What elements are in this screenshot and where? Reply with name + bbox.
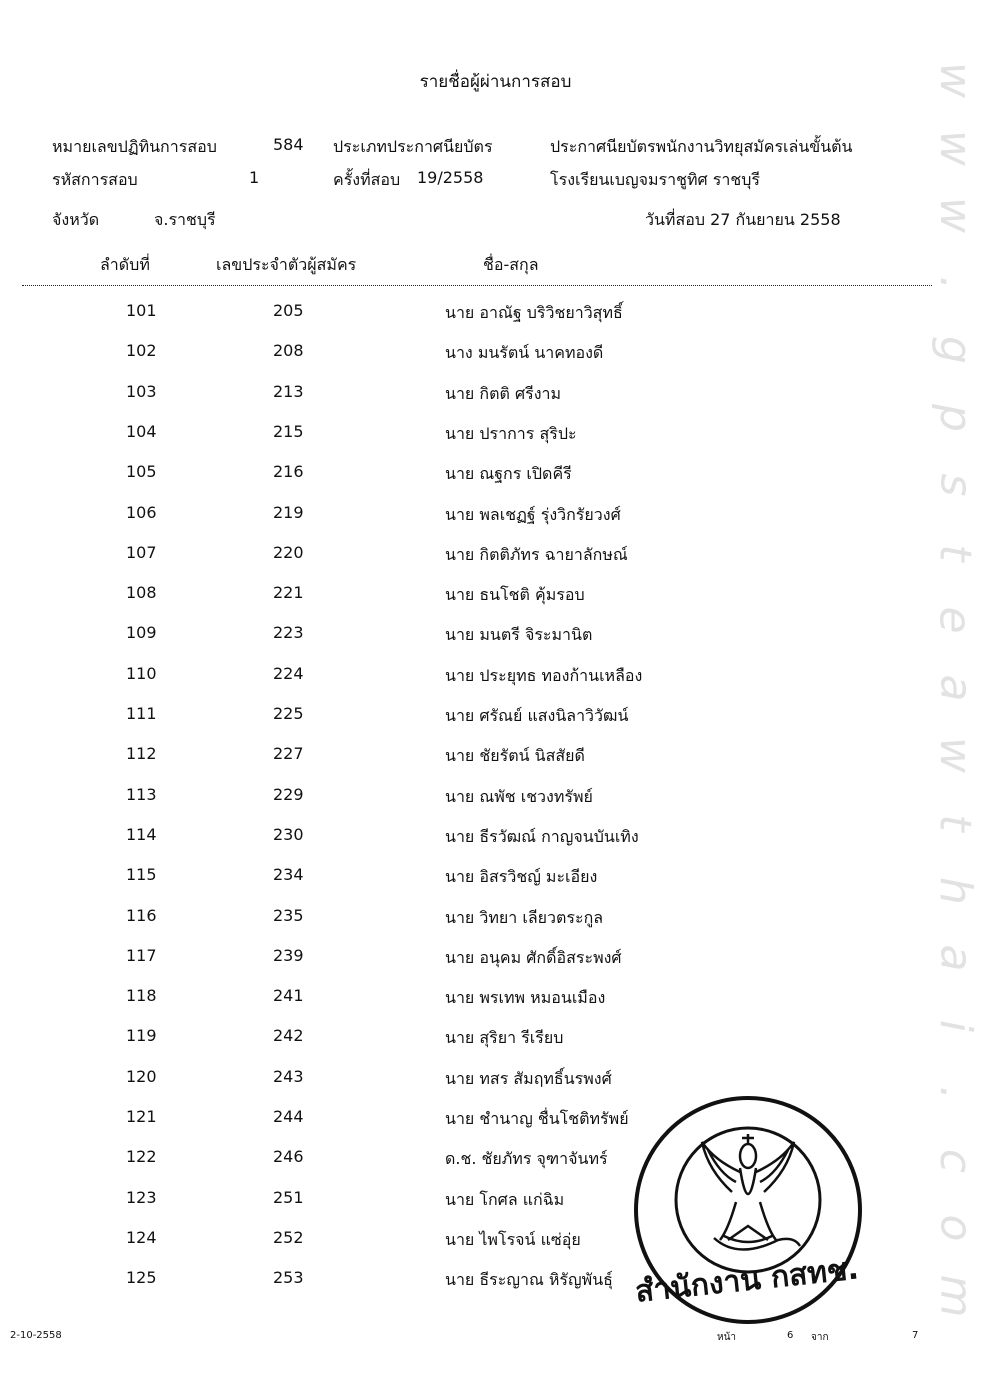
province-label: จังหวัด	[52, 210, 100, 229]
table-row	[0, 744, 991, 784]
applicant-name: นาย พลเชฏฐ์ รุ่งวิกรัยวงศ์	[445, 504, 621, 524]
row-number: 107	[126, 542, 157, 562]
row-number: 114	[126, 824, 157, 844]
row-number: 109	[126, 623, 157, 643]
applicant-id: 246	[273, 1147, 304, 1167]
exam-code-label: รหัสการสอบ	[52, 170, 138, 189]
footer-print-date: 2-10-2558	[10, 1330, 62, 1341]
applicant-id: 251	[273, 1187, 304, 1207]
seal-stamp	[628, 1090, 868, 1330]
footer-page-label: หน้า	[717, 1332, 737, 1343]
applicant-id: 208	[273, 341, 304, 361]
row-number: 103	[126, 381, 157, 401]
applicant-name: นาย ชัยรัตน์ นิสสัยดี	[445, 746, 585, 766]
applicant-name: ด.ช. ชัยภัทร จุฑาจันทร์	[445, 1149, 608, 1169]
row-number: 104	[126, 421, 157, 441]
row-number: 121	[126, 1107, 157, 1126]
exam-calendar-value: 584	[273, 135, 304, 154]
applicant-name: นาย กิตติ ศรีงาม	[445, 383, 562, 403]
row-number: 111	[126, 704, 157, 723]
table-row	[0, 503, 991, 543]
applicant-name: นาย อนุคม ศักดิ์อิสระพงศ์	[445, 947, 622, 967]
applicant-name: นาย ธีระญาณ หิรัญพันธุ์	[445, 1270, 613, 1290]
footer-total-pages: 7	[912, 1330, 919, 1341]
applicant-id: 224	[273, 663, 304, 683]
applicant-id: 235	[273, 905, 304, 925]
applicant-name: นาย วิทยา เลียวตระกูล	[445, 907, 604, 927]
row-number: 110	[126, 663, 157, 683]
watermark-char: t	[929, 814, 981, 832]
applicant-id: 220	[273, 542, 304, 562]
applicant-id: 205	[273, 301, 304, 320]
exam-code-value: 1	[249, 168, 260, 187]
applicant-id: 225	[273, 704, 304, 723]
table-row	[0, 382, 991, 422]
watermark-char: i	[929, 1019, 981, 1032]
watermark-char: m	[930, 1274, 981, 1318]
table-row	[0, 865, 991, 905]
applicant-id: 253	[273, 1268, 304, 1288]
applicant-id: 239	[273, 945, 304, 965]
watermark-char: t	[929, 544, 981, 562]
row-number: 123	[126, 1187, 157, 1207]
applicant-name: นาย ปราการ สุริปะ	[445, 423, 577, 443]
table-row	[0, 664, 991, 704]
applicant-id: 241	[273, 986, 304, 1006]
watermark-char: s	[930, 473, 981, 497]
applicant-name: นาย ชำนาญ ชื่นโชติทรัพย์	[445, 1109, 629, 1128]
table-row	[0, 825, 991, 865]
row-number: 108	[126, 583, 157, 603]
applicant-id: 215	[273, 421, 304, 441]
watermark-char: a	[930, 674, 981, 702]
applicant-name: นาย ณพัช เชวงทรัพย์	[445, 786, 593, 806]
exam-round-label: ครั้งที่สอบ	[333, 170, 401, 189]
applicant-name: นาย กิตติภัทร ฉายาลักษณ์	[445, 544, 628, 564]
applicant-id: 223	[273, 623, 304, 643]
exam-calendar-label: หมายเลขปฏิทินการสอบ	[52, 137, 217, 156]
footer-page-number: 6	[787, 1330, 794, 1341]
row-number: 117	[126, 945, 157, 965]
applicant-id: 216	[273, 462, 304, 482]
applicant-name: นาง มนรัตน์ นาคทองดี	[445, 343, 604, 363]
table-row	[0, 341, 991, 381]
row-number: 113	[126, 784, 157, 804]
row-number: 102	[126, 341, 157, 361]
table-row	[0, 422, 991, 462]
seal-text: สำนักงาน กสทช.	[633, 1251, 861, 1310]
watermark-char: .	[930, 1086, 981, 1101]
footer-of-label: จาก	[811, 1332, 829, 1343]
table-row	[0, 785, 991, 825]
exam-round-value: 19/2558	[417, 168, 484, 187]
row-number: 116	[126, 905, 157, 925]
applicant-name: นาย ไพโรจน์ แซ่อุ่ย	[445, 1229, 581, 1249]
applicant-name: นาย พรเทพ หมอนเมือง	[445, 988, 606, 1008]
exam-date: วันที่สอบ 27 กันยายน 2558	[645, 210, 841, 229]
applicant-name: นาย ธนโชติ คุ้มรอบ	[445, 585, 585, 605]
applicant-id: 221	[273, 583, 304, 603]
row-number: 125	[126, 1268, 157, 1288]
applicant-name: นาย ประยุทธ ทองก้านเหลือง	[445, 665, 643, 685]
watermark-char: g	[930, 336, 981, 365]
applicant-name: นาย มนตรี จิระมานิต	[445, 625, 593, 645]
cert-type-value: ประกาศนียบัตรพนักงานวิทยุสมัครเล่นขั้นต้น	[550, 137, 853, 156]
watermark-char: c	[929, 1148, 981, 1173]
column-header-applicant-id: เลขประจำตัวผู้สมัคร	[216, 255, 357, 274]
table-row	[0, 462, 991, 502]
applicant-name: นาย ณฐกร เปิดคีรี	[445, 464, 572, 484]
applicant-id: 244	[273, 1107, 304, 1126]
applicant-id: 243	[273, 1066, 304, 1086]
applicant-name: นาย ธีรวัฒณ์ กาญจนบันเทิง	[445, 826, 639, 846]
applicant-name: นาย อาณัฐ บริวิชยาวิสุทธิ์	[445, 303, 623, 322]
applicant-id: 227	[273, 744, 304, 764]
row-number: 112	[126, 744, 157, 764]
table-row	[0, 543, 991, 583]
applicant-name: นาย ทสร สัมฤทธิ์นรพงศ์	[445, 1068, 612, 1088]
applicant-name: นาย ศรัณย์ แสงนิลาวิวัฒน์	[445, 706, 629, 725]
page-title: รายชื่อผู้ผ่านการสอบ	[419, 72, 572, 92]
row-number: 119	[126, 1026, 157, 1046]
applicant-name: นาย อิสรวิชญ์ มะเอียง	[445, 867, 598, 887]
column-header-no: ลำดับที่	[100, 255, 150, 274]
table-row	[0, 301, 991, 341]
cert-type-label: ประเภทประกาศนียบัตร	[333, 137, 493, 156]
row-number: 106	[126, 502, 157, 522]
row-number: 122	[126, 1147, 157, 1167]
applicant-id: 242	[273, 1026, 304, 1046]
applicant-name: นาย โกศล แก่ฉิม	[445, 1189, 565, 1209]
row-number: 118	[126, 986, 157, 1006]
table-row	[0, 704, 991, 744]
watermark-char: o	[929, 1214, 981, 1242]
table-row	[0, 906, 991, 946]
table-row	[0, 1026, 991, 1066]
watermark-char: w	[930, 62, 981, 98]
applicant-id: 234	[273, 865, 304, 885]
watermark-char: e	[929, 606, 981, 634]
applicant-name: นาย สุริยา รีเรียบ	[445, 1028, 564, 1048]
watermark-char: h	[929, 876, 981, 905]
header-separator	[22, 285, 932, 286]
watermark-char: w	[930, 197, 981, 234]
garuda-emblem-icon	[702, 1134, 800, 1250]
watermark-char: w	[930, 737, 981, 774]
table-row	[0, 583, 991, 623]
row-number: 105	[126, 462, 157, 482]
table-row	[0, 986, 991, 1026]
row-number: 115	[126, 865, 157, 885]
applicant-id: 230	[273, 824, 304, 844]
column-header-name: ชื่อ-สกุล	[483, 255, 539, 274]
watermark-char: p	[930, 403, 981, 432]
watermark-char: .	[930, 275, 981, 290]
applicant-id: 252	[273, 1227, 304, 1247]
applicant-id: 229	[273, 784, 304, 804]
venue: โรงเรียนเบญจมราชูทิศ ราชบุรี	[550, 170, 760, 189]
watermark-char: w	[930, 129, 981, 166]
row-number: 120	[126, 1066, 157, 1086]
watermark-char: a	[930, 944, 981, 972]
table-row	[0, 946, 991, 986]
row-number: 124	[126, 1227, 157, 1247]
row-number: 101	[126, 301, 157, 320]
watermark	[929, 58, 981, 1318]
province-value: จ.ราชบุรี	[154, 210, 216, 229]
applicant-id: 219	[273, 502, 304, 522]
table-row	[0, 623, 991, 663]
applicant-id: 213	[273, 381, 304, 401]
